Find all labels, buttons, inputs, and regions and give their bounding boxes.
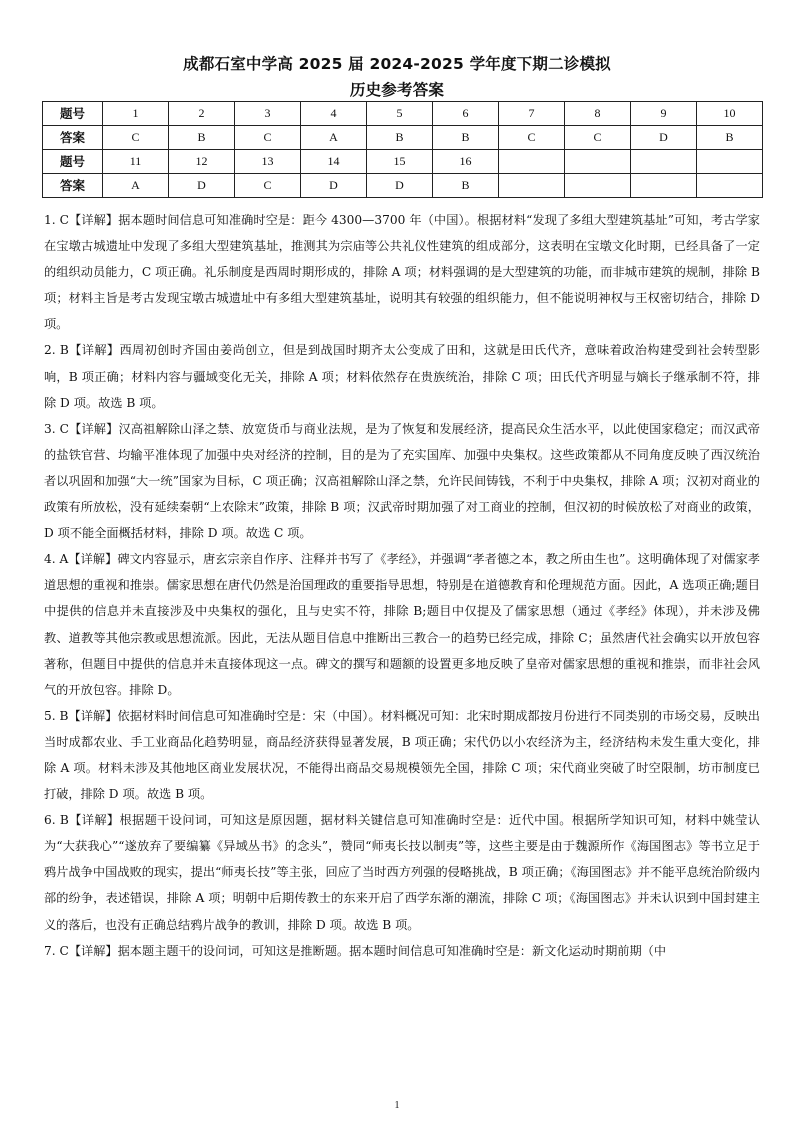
table-cell: 2 <box>169 102 235 126</box>
explanation-paragraph: 6. B【详解】根据题干设问词，可知这是原因题，据材料关键信息可知准确时空是：近代中国。根据所学知识可知，材料中姚莹认为“大获我心”“遂放弃了要编纂《异域丛书》的念头”，赞同“师夷长技以制夷”等，这些主要是由于魏源所作《海国图志》等书立足于鸦片战争中国战败的现实，提出“师夷长技”等主张，回应了当时西方列强的侵略挑战，B 项正确；《海国图志》并不能平息统治阶级内部的纷争，表述错误，排除 A 项；明朝中后期传教士的东来开启了西学东渐的潮流，排除 C 项；《海国图志》并未认识到中国封建主义的落后，也没有正确总结鸦片战争的教训，排除 D 项。故选 B 项。 <box>44 813 760 932</box>
table-cell: D <box>301 174 367 198</box>
table-cell: B <box>433 126 499 150</box>
explanation-paragraph: 2. B【详解】西周初创时齐国由姜尚创立，但是到战国时期齐太公变成了田和，这就是田氏代齐，意味着政治构建受到社会转型影响，B 项正确；材料内容与疆域变化无关，排除 A 项；材料依然存在贵族统治，排除 C 项；田氏代齐明显与嫡长子继承制不符，排除 D 项。故选 B 项。 <box>44 343 760 410</box>
document-subtitle: 历史参考答案 <box>349 81 445 99</box>
explanation-paragraph: 3. C【详解】汉高祖解除山泽之禁、放宽货币与商业法规，是为了恢复和发展经济，提高民众生活水平，以此使国家稳定；而汉武帝的盐铁官营、均输平准体现了加强中央对经济的控制，目的是为了充实国库、加强中央集权。这些政策都从不同角度反映了西汉统治者以巩固和加强“大一统”国家为目标，C 项正确；汉高祖解除山泽之禁，允许民间铸钱，不利于中央集权，排除 A 项；汉初对商业的政策有所放松，没有延续秦朝“上农除末”政策，排除 B 项；汉武帝时期加强了对工商业的控制，但汉初的时候放松了对商业的政策，D 项不能全面概括材料，排除 D 项。故选 C 项。 <box>44 421 760 541</box>
table-cell <box>565 150 631 174</box>
table-cell: 11 <box>103 150 169 174</box>
table-cell <box>499 150 565 174</box>
answer-row <box>43 174 763 198</box>
table-cell: B <box>169 126 235 150</box>
table-cell <box>499 174 565 198</box>
answer-table <box>42 101 763 198</box>
table-cell <box>697 174 763 198</box>
row-header-cell: 题号 <box>43 150 103 174</box>
table-cell: 3 <box>235 102 301 126</box>
table-cell: C <box>499 126 565 150</box>
table-cell: D <box>169 174 235 198</box>
table-cell: 16 <box>433 150 499 174</box>
table-cell: B <box>697 126 763 150</box>
row-header-cell: 答案 <box>43 174 103 198</box>
table-cell: D <box>631 126 697 150</box>
row-header-cell: 题号 <box>43 102 103 126</box>
explanation-paragraph: 7. C【详解】据本题主题干的设问词，可知这是推断题。据本题时间信息可知准确时空是：新文化运动时期前期（中 <box>44 943 667 958</box>
explanation-paragraph: 5. B【详解】依据材料时间信息可知准确时空是：宋（中国）。材料概况可知：北宋时期成都按月份进行不同类别的市场交易，反映出当时成都农业、手工业商品化趋势明显，商品经济获得显著发展，B 项正确；宋代仍以小农经济为主，经济结构未发生重大变化，排除 A 项。材料未涉及其他地区商业发展状况，不能得出商品交易规模领先全国，排除 C 项；宋代商业突破了时空限制，坊市制度已打破，排除 D 项。故选 B 项。 <box>44 708 760 802</box>
table-cell: 10 <box>697 102 763 126</box>
question-number-row <box>43 150 763 174</box>
table-cell: B <box>367 126 433 150</box>
table-cell: C <box>103 126 169 150</box>
table-cell: A <box>301 126 367 150</box>
table-cell: 1 <box>103 102 169 126</box>
table-cell: C <box>565 126 631 150</box>
table-cell: 9 <box>631 102 697 126</box>
table-cell: C <box>235 174 301 198</box>
row-header-cell: 答案 <box>43 126 103 150</box>
table-cell: C <box>235 126 301 150</box>
document-title: 成都石室中学高 2025 届 2024-2025 学年度下期二诊模拟 <box>183 55 611 73</box>
explanations <box>44 207 760 964</box>
table-cell <box>631 150 697 174</box>
page-number: 1 <box>394 1100 400 1111</box>
answer-row <box>43 126 763 150</box>
table-cell: 8 <box>565 102 631 126</box>
table-cell: 14 <box>301 150 367 174</box>
table-cell: 15 <box>367 150 433 174</box>
table-cell: 4 <box>301 102 367 126</box>
explanation-paragraph: 4. A【详解】碑文内容显示，唐玄宗亲自作序、注释并书写了《孝经》，并强调“孝者德之本，教之所由生也”。这明确体现了对儒家孝道思想的重视和推崇。儒家思想在唐代仍然是治国理政的重要指导思想，特别是在道德教育和伦理规范方面。因此，A 选项正确;题目中提供的信息并未直接涉及中央集权的强化，且与史实不符，排除 B;题目中仅提及了儒家思想（通过《孝经》体现），并未涉及佛教、道教等其他宗教或思想流派。因此，无法从题目信息中推断出三教合一的趋势已经完成，排除 C；虽然唐代社会确实以开放包容著称，但题目中提供的信息并未直接体现这一点。碑文的撰写和题额的设置更多地反映了皇帝对儒家思想的重视和推崇，而非社会风气的开放包容。排除 D。 <box>44 552 760 697</box>
table-cell <box>697 150 763 174</box>
table-cell: D <box>367 174 433 198</box>
question-number-row <box>43 102 763 126</box>
table-cell: 6 <box>433 102 499 126</box>
table-cell <box>631 174 697 198</box>
table-cell: 12 <box>169 150 235 174</box>
table-cell <box>565 174 631 198</box>
table-cell: 13 <box>235 150 301 174</box>
table-cell: B <box>433 174 499 198</box>
table-cell: 7 <box>499 102 565 126</box>
explanation-paragraph: 1. C【详解】据本题时间信息可知准确时空是：距今 4300—3700 年（中国）。根据材料“发现了多组大型建筑基址”可知，考古学家在宝墩古城遗址中发现了多组大型建筑基址，推测其为宗庙等公共礼仪性建筑的组成部分，这表明在宝墩文化时期，已经具备了一定的组织动员能力，C 项正确。礼乐制度是西周时期形成的，排除 A 项；材料强调的是大型建筑的功能，而非城市建筑的规制，排除 B 项；材料主旨是考古发现宝墩古城遗址中有多组大型建筑基址，说明其有较强的组织能力，但不能说明神权与王权密切结合，排除 D 项。 <box>44 213 760 332</box>
table-cell: A <box>103 174 169 198</box>
table-cell: 5 <box>367 102 433 126</box>
